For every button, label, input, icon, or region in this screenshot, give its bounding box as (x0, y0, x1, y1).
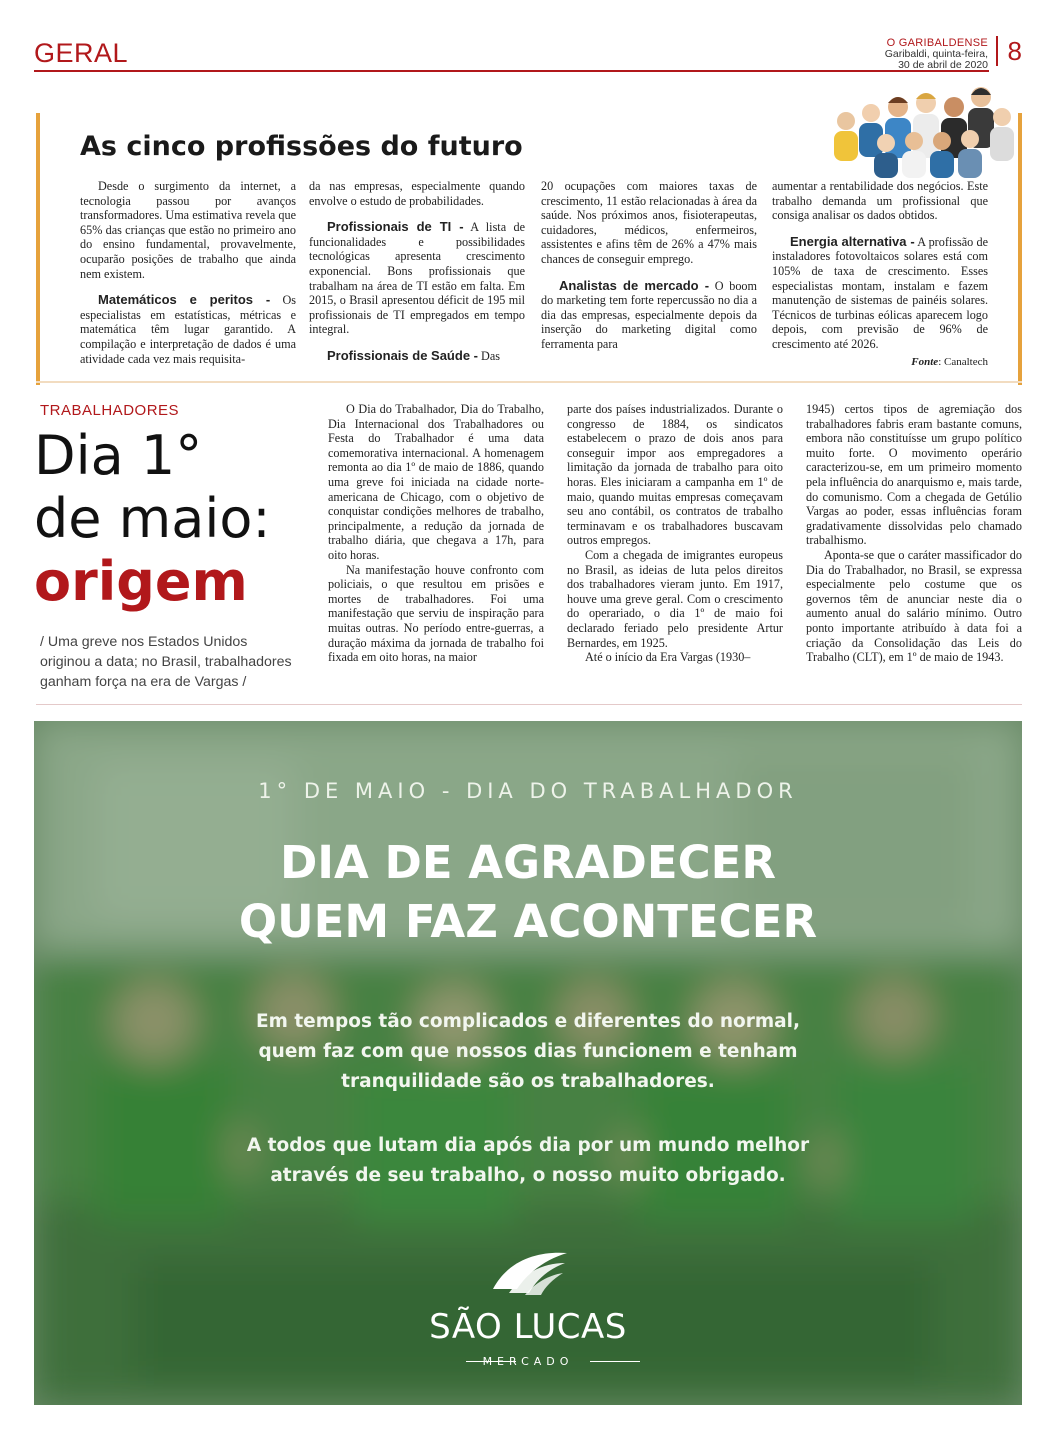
subhead-energy: Energia alternativa - (790, 233, 915, 249)
ad-title-line-2: QUEM FAZ ACONTECER (238, 895, 818, 948)
professionals-illustration (826, 83, 1016, 178)
ad-thanks (178, 1131, 878, 1191)
header-rule (34, 70, 989, 72)
source-text: : Canaltech (938, 355, 988, 368)
article-headline (34, 424, 271, 613)
box-border-left (36, 113, 40, 385)
box-column-4 (772, 179, 988, 369)
article-paragraph: 1945) certos tipos de agremiação dos trabalhadores fabris eram bastante comuns, embora não constituísse um grupo político muito forte. O movimento operário caracterizou-se, em um primeiro momento pela influência do anarquismo e, mais tarde, do comunismo. Com a chegada de Getúlio Vargas ao poder, essas influências foram gradativamente dissolvidas pelo chamado trabalhismo. (806, 402, 1022, 548)
text-health: Das (478, 348, 501, 363)
page-number: 8 (1007, 36, 1022, 66)
text-analysts: O boom do marketing tem forte repercussão no dia a dia das empresas, especialmente depois da inserção do marketing digital como ferramenta para (541, 278, 758, 351)
subhead-it: Profissionais de TI - (327, 219, 464, 235)
people-icon (834, 87, 1014, 178)
box-title: As cinco profissões do futuro (80, 131, 523, 162)
box-border-right (1018, 113, 1022, 385)
page-separator (996, 36, 998, 66)
ad-body-line-2: quem faz com que nossos dias funcionem e tenham (258, 1041, 798, 1062)
text-mathematicians: Os especialistas em estatísticas, métricas e matemática têm lugar garantido. A compilação e interpretação de dados é uma atividade cada vez mais requisita- (80, 293, 296, 366)
article-column-2 (567, 402, 783, 665)
box-item-it (309, 220, 525, 337)
box-column-3 (541, 179, 757, 352)
brand-line-right (590, 1361, 640, 1362)
ad-body (178, 1007, 878, 1097)
article-paragraph: Na manifestação houve confronto com policiais, o que resultou em prisões e mortes de trabalhadores. Foi uma manifestação que serviu de inspiração para muitas outras. No período entre-guerras, a duração máxima da jornada de trabalho foi fixada em oito horas, na maior (328, 562, 544, 665)
article-column-1 (328, 402, 544, 665)
box-item-mathematicians (80, 293, 296, 366)
box-column-2 (309, 179, 525, 364)
box-item-health (309, 349, 525, 364)
ad-thanks-line-2: através de seu trabalho, o nosso muito obrigado. (270, 1165, 786, 1186)
location-date: Garibaldi, quinta-feira, (884, 48, 988, 60)
article-paragraph: O Dia do Trabalhador, Dia do Trabalho, Dia Internacional dos Trabalhadores ou Festa do Trabalhador é uma data comemorativa internacional. A homenagem remonta ao dia 1º de maio de 1886, quando uma greve foi iniciada na cidade norte-americana de Chicago, com o objetivo de conquistar condições melhores de trabalho, principalmente, a redução da jornada de trabalho diária, que chegava a 17h, para oito horas. (328, 402, 544, 562)
paper-info (885, 38, 988, 71)
headline-line-1: Dia 1° (34, 424, 203, 487)
article-column-3 (806, 402, 1022, 665)
brand-subtitle: MERCADO (482, 1355, 574, 1368)
box-col4-continuation: aumentar a rentabilidade dos negócios. Este trabalho demanda um profissional que consiga analisar os dados obtidos. (772, 179, 988, 223)
ad-thanks-line-1: A todos que lutam dia após dia por um mundo melhor (246, 1135, 810, 1156)
article-paragraph: parte dos países industrializados. Durante o congresso de 1884, os sindicatos estabelecem o prazo de dois anos para conseguir impor aos empregadores a limitação da jornada de trabalho para oito horas. Eles iniciaram a campanha em 1º de maio, quando muitas empresas começavam seu ano contábil, os contratos de trabalho terminavam e os trabalhadores buscavam outros empregos. (567, 402, 783, 548)
ad-title (34, 833, 1022, 951)
box-column-1 (80, 179, 296, 366)
box-col2-continuation: da nas empresas, especialmente quando envolve o estudo de probabilidades. (309, 179, 525, 208)
text-it: A lista de funcionalidades e possibilidades tecnológicas apresenta crescimento exponencial. Bons profissionais que trabalham na área de TI estão em falta. Em 2015, o Brasil apresentou déficit de 195 mil profissionais de TI empregados em tempo integral. (309, 220, 525, 337)
ad-title-line-1: DIA DE AGRADECER (279, 836, 777, 889)
ad-kicker: 1° DE MAIO - DIA DO TRABALHADOR (258, 779, 798, 803)
text-energy: A profissão de instaladores fotovoltaicos solares está com 105% de taxa de crescimento. Esses especialistas montam, instalam e fazem manutenção de sistemas de painéis solares. Técnicos de turbinas eólicas aparecem logo depois, com previsão de 96% de crescimento até 2026. (772, 234, 988, 351)
advertisement (34, 721, 1022, 1405)
article-paragraph: Aponta-se que o caráter massificador do Dia do Trabalhador, no Brasil, se expressa especialmente pelo costume que os governos têm de anunciar neste dia o aumento anual do salário mínimo. Outro ponto importante atribuído à data foi a criação da Consolidação das Leis do Trabalho (CLT), em 1º de maio de 1943. (806, 547, 1022, 665)
paper-name: O GARIBALDENSE (886, 37, 988, 49)
box-border-bottom (36, 381, 1022, 383)
subhead-health: Profissionais de Saúde - (327, 347, 478, 363)
box-intro: Desde o surgimento da internet, a tecnologia passou por avanços transformadores. Uma estimativa revela que 65% das crianças que estão no primeiro ano do ensino fundamental, provavelmente, ocuparão posições de trabalho que ainda nem existem. (80, 179, 296, 281)
ad-body-line-3: tranquilidade são os trabalhadores. (341, 1071, 715, 1092)
article-deck: / Uma greve nos Estados Unidos originou a data; no Brasil, trabalhadores ganham força na era de Vargas / (40, 634, 292, 690)
issue-date: 30 de abril de 2020 (898, 59, 988, 71)
box-columns (80, 179, 988, 379)
brand-wing-icon (489, 1249, 571, 1297)
article-paragraph: Com a chegada de imigrantes europeus no Brasil, as ideias de luta pelos direitos dos trabalhadores vieram junto. Em 1917, houve uma greve geral. Com o crescimento do operariado, o dia 1º de maio foi declarado feriado pelo presidente Artur Bernardes, em 1925. (567, 547, 783, 650)
box-item-energy (772, 235, 988, 352)
brand-name: SÃO LUCAS (429, 1307, 627, 1347)
headline-line-2: de maio: (34, 487, 271, 550)
professions-box (36, 113, 1022, 385)
source-label: Fonte (911, 355, 939, 368)
article-paragraph: Até o início da Era Vargas (1930– (585, 650, 751, 665)
headline-line-3: origem (34, 550, 248, 613)
section-name: GERAL (34, 38, 129, 68)
box-source (772, 355, 988, 370)
box-col3-continuation: 20 ocupações com maiores taxas de crescimento, 11 estão relacionadas à área da saúde. Nos próximos anos, fisioterapeutas, cuidadores, médicos, enfermeiros, assistentes e afins têm de 26% a 47% mais chances de conseguir emprego. (541, 179, 757, 266)
ad-body-line-1: Em tempos tão complicados e diferentes do normal, (255, 1011, 800, 1032)
box-item-analysts (541, 279, 757, 352)
subhead-mathematicians: Matemáticos e peritos - (98, 292, 271, 308)
article-bottom-rule (36, 704, 1022, 705)
page-header (34, 30, 1024, 74)
article-kicker: TRABALHADORES (40, 402, 180, 419)
subhead-analysts: Analistas de mercado - (559, 277, 710, 293)
